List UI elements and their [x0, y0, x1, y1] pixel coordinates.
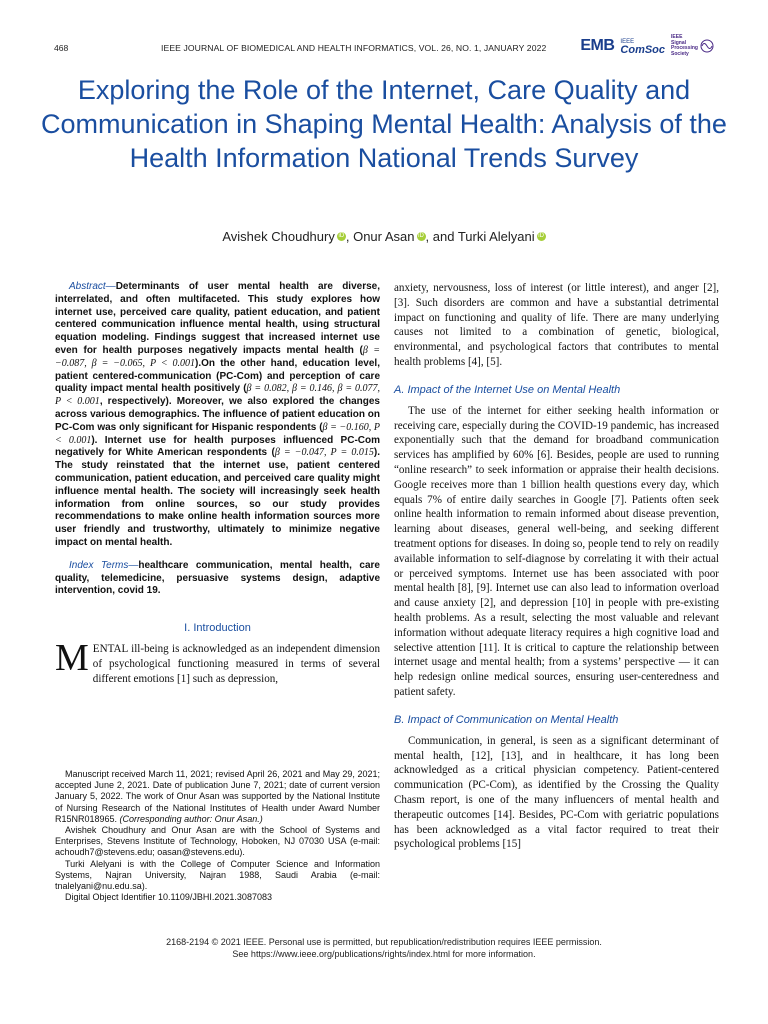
- subsection-b-text: Communication, in general, is seen as a significant determinant of mental health, [12], [13], and in healthcare, it has long been acknowledged as a critical physician competency. Patient-centered communication (PC-Com), as identified by the Crossing the Quality Chasm report, is one of the many influencers of mental health and therapeutic outcomes [14]. Besides, PC-Com with geriatric populations has been acknowledged as a vital factor required to treat their psychological problems [15]: [394, 734, 719, 851]
- comsoc-logo-ieee: IEEE: [620, 39, 635, 45]
- abstract-text: ). Internet use for health purposes influenced PC-Com negatively for White American respondents (: [55, 434, 381, 459]
- footnote-manuscript: [55, 769, 380, 825]
- orcid-icon[interactable]: iD: [418, 233, 424, 239]
- rights-link-line[interactable]: See https://www.ieee.org/publications/rights/index.html for more information.: [232, 948, 536, 959]
- orcid-icon[interactable]: iD: [338, 233, 345, 239]
- footnote-text: Manuscript received March 11, 2021; revised April 26, 2021 and May 29, 2021; accepted June 2, 2021. Date of publication June 7, 2021; date of current version January 5, 2022. The work of Onur Asan was supported by the National Institute of Nursing Research of the National Institutes of Health under Award Number R15NR018965.: [55, 769, 380, 824]
- right-column: [394, 281, 719, 852]
- index-terms-label: Index Terms—: [69, 559, 139, 571]
- footnote-affiliation-1: Avishek Choudhury and Onur Asan are with the School of Systems and Enterprises, Stevens Institute of Technology, Hoboken, NJ 07030 USA (e-mail: achoudh7@stevens.edu; oasan@stevens.edu).: [55, 825, 380, 858]
- corresponding-author-note: (Corresponding author: Onur Asan.): [119, 813, 263, 824]
- society-logos: [580, 35, 714, 57]
- introduction-text: ENTAL ill-being is acknowledged as an independent dimension of psychological functioning measured in terms of several different emotions [1] such as depression,: [92, 643, 380, 685]
- abstract-math: β = 0.082, β = 0.146, β = 0.077, P < 0.001: [55, 383, 380, 408]
- signal-processing-society-logo: [671, 35, 714, 57]
- author-name: Onur Asan: [353, 229, 415, 244]
- footnote-affiliation-2: Turki Alelyani is with the College of Computer Science and Information Systems, Najran University, Najran 1988, Saudi Arabia (e-mail: tnalelyani@nu.edu.sa).: [55, 858, 380, 892]
- left-column: [55, 281, 380, 687]
- subsection-a-text: The use of the internet for either seeking health information or receiving care, especially during the COVID-19 pandemic, has increased exponentially such that the demand for broadband communication services has amplified by 60% [6]. Besides, people are used to running “online research” to seek information or appraise their health decisions. Google receives more than 1 billion health questions every day, which equals 7% of entire daily searches in Google [7]. Patients often seek online health information to remain informed about disease prevention, learning about diseases, general well-being, and seeking different treatment options for diseases. In doing so, people tend to rely on readily available information to self-diagnose by correlating it with their actual or perceived symptoms. Internet use has been associated with poor mental health [8], [9]. Internet use can also lead to information overload and cause anxiety [2], and depression [10] in people with pre-existing health problems. As a result, selecting the most valuable and relevant information without adequate literacy requires a high cognitive load and selective attention [11]. It is critical to capture the relationship between internet usage and mental health; from a systems’ perspective — it can help redesign online medical sources, ensuring user-centeredness and patient safety.: [394, 404, 719, 698]
- index-terms-text: healthcare communication, mental health, care quality, telemedicine, persuasive systems design, adaptive intervention, covid 19.: [55, 559, 380, 597]
- intro-continuation: anxiety, nervousness, loss of interest (or little interest), and anger [2], [3]. Such disorders are common and have a substantial detrimental impact on functioning and quality of life. There are many underlying causes not limited to a combination of genetic, biological, environmental, and psychological factors that contributes to mental health problems [4], [5].: [394, 282, 719, 368]
- abstract-math: β = −0.047, P = 0.015: [274, 447, 374, 459]
- footnote-doi: Digital Object Identifier 10.1109/JBHI.2021.3087083: [65, 892, 272, 903]
- abstract-math: β = −0.160, P < 0.001: [55, 421, 380, 446]
- sps-logo-line: Processing: [671, 45, 698, 51]
- paper-title: Exploring the Role of the Internet, Care Quality and Communication in Shaping Mental Health: Analysis of the Health Information National Trends Survey: [41, 75, 727, 173]
- author-separator: ,: [345, 229, 354, 244]
- subsection-heading-a: A. Impact of the Internet Use on Mental Health: [394, 383, 621, 396]
- abstract-label: Abstract—: [69, 281, 116, 292]
- copyright-footer: [0, 937, 768, 960]
- author-name: Avishek Choudhury: [222, 229, 335, 244]
- running-header: [54, 34, 714, 63]
- section-heading-introduction: I. Introduction: [184, 622, 251, 635]
- abstract-math: β = −0.087, β = −0.065, P < 0.001: [55, 344, 380, 369]
- sps-logo-line: Society: [671, 50, 689, 57]
- subsection-heading-b: B. Impact of Communication on Mental Health: [394, 713, 619, 726]
- emb-logo: EMB: [580, 37, 615, 54]
- comsoc-logo-text: ComSoc: [620, 44, 666, 56]
- comsoc-logo: [620, 38, 665, 54]
- author-name: Turki Alelyani: [457, 229, 535, 244]
- sps-logo-line: Signal: [671, 39, 687, 46]
- page-number: 468: [54, 43, 69, 53]
- orcid-icon[interactable]: iD: [538, 233, 544, 239]
- drop-cap: M: [55, 637, 89, 680]
- sps-logo-line: IEEE: [671, 34, 683, 40]
- introduction-paragraph: [55, 637, 380, 686]
- copyright-line: 2168-2194 © 2021 IEEE. Personal use is permitted, but republication/redistribution requires IEEE permission.: [166, 937, 602, 947]
- abstract: [55, 281, 380, 550]
- author-list: [0, 229, 768, 244]
- first-page-footnote: [55, 769, 380, 903]
- index-terms: [55, 560, 380, 598]
- abstract-text: Determinants of user mental health are diverse, interrelated, and often multifaceted. This study explores how internet use, perceived care quality, patient education, and patient centered communication influence mental health, using structural equation modeling. Findings suggest that increased internet use even for health purposes negatively impacts mental health (: [55, 281, 380, 356]
- journal-name: IEEE JOURNAL OF BIOMEDICAL AND HEALTH INFORMATICS, VOL. 26, NO. 1, JANUARY 2022: [161, 43, 547, 53]
- abstract-text: ). The study reinstated that the internet use, patient centered communication, patient education, and perceived care quality might influence mental health. The society will increasingly seek health information from online sources, so our study provides recommendations to make online health information sources more user friendly and trustworthy, ultimately to minimize negative impact on mental health.: [55, 447, 380, 548]
- abstract-text: ).On the other hand, education level, patient centered-communication (PC-Com) and perception of care quality impact mental health positively (: [55, 357, 380, 395]
- sps-wave-icon: [700, 38, 714, 54]
- abstract-text: , respectively). Moreover, we also explored the changes across various demographics. The influence of patient education on PC-Com was only significant for Hispanic respondents (: [55, 396, 380, 433]
- author-separator: , and: [425, 229, 458, 244]
